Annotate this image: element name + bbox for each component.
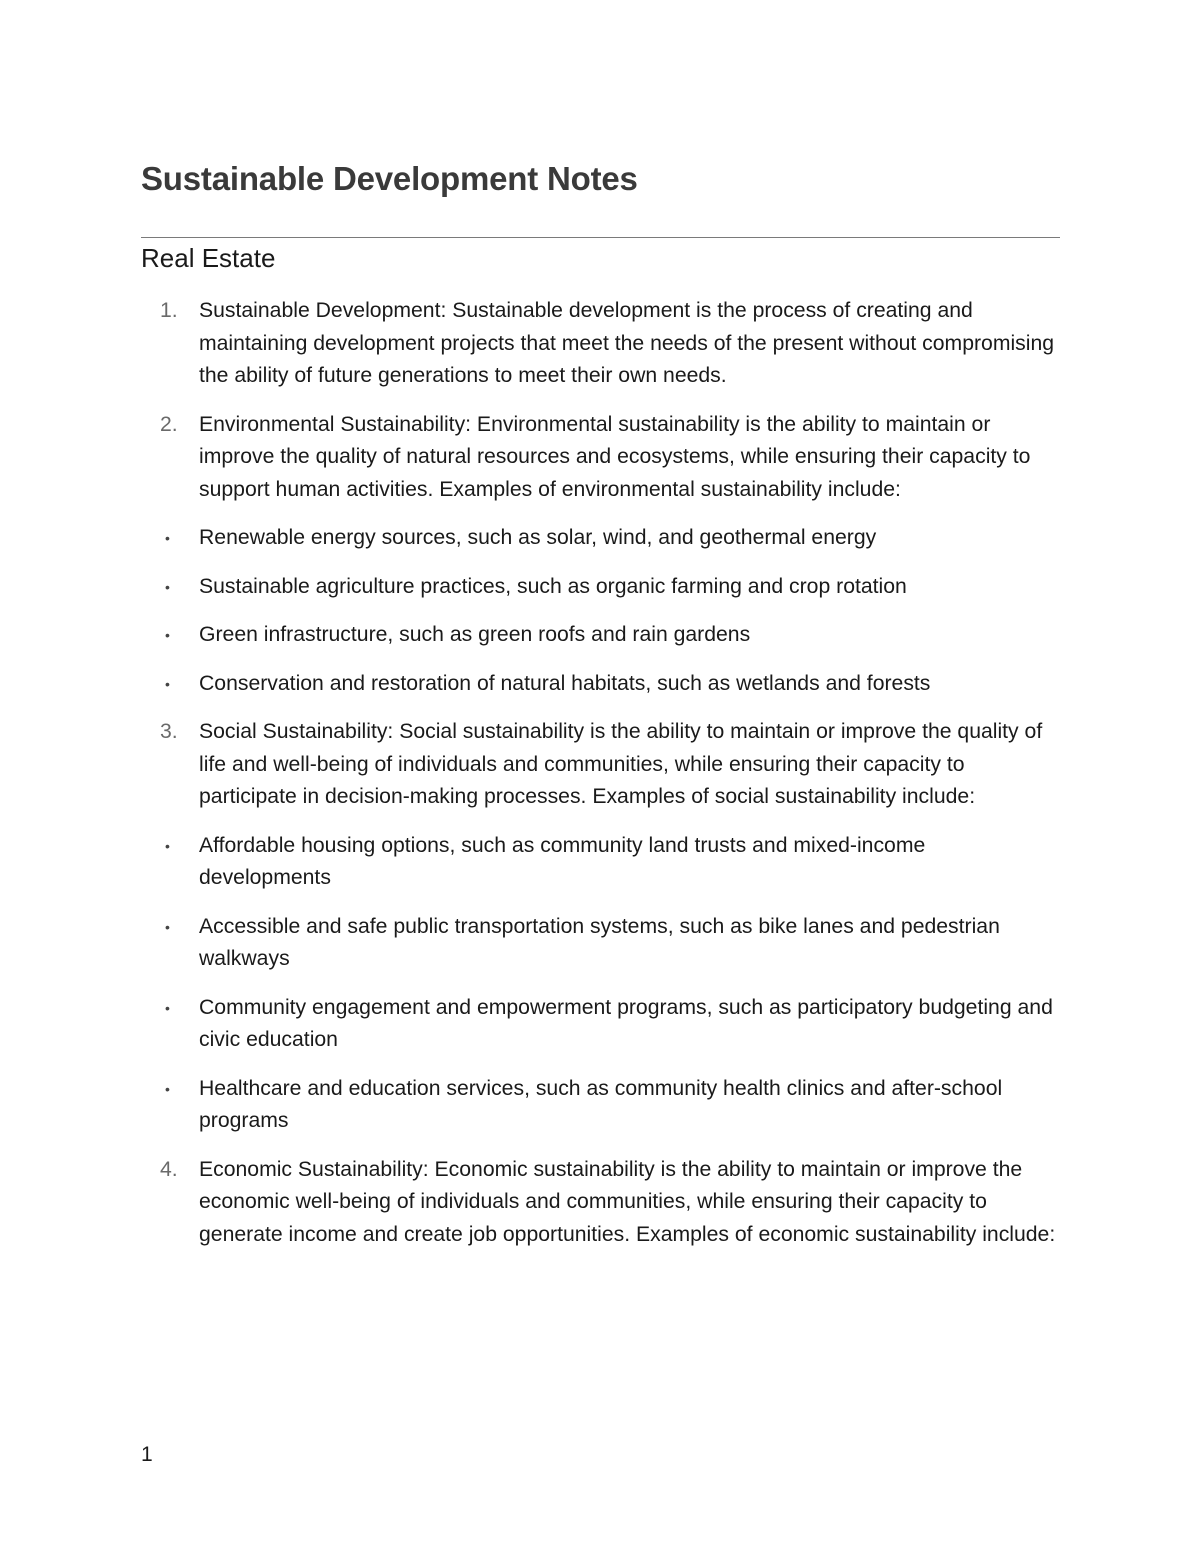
list-number: 1. <box>160 299 178 322</box>
section-heading: Real Estate <box>141 243 276 273</box>
list-item-text: Sustainable agriculture practices, such as organic farming and crop rotation <box>199 574 907 598</box>
list-item-bullet <box>141 619 1061 652</box>
list-item-bullet <box>141 830 1061 895</box>
list-item-bullet <box>141 1073 1061 1138</box>
list-item-bullet <box>141 522 1061 555</box>
notes-list <box>141 295 1061 1267</box>
bullet-icon: • <box>165 578 170 595</box>
list-number: 2. <box>160 412 178 436</box>
list-item-text: Green infrastructure, such as green roofs and rain gardens <box>199 623 751 646</box>
list-item-numbered <box>141 409 1061 507</box>
bullet-icon: • <box>165 918 170 935</box>
list-item-bullet <box>141 668 1061 701</box>
list-item-text: Environmental Sustainability: Environmental sustainability is the ability to maintain or improve the quality of natural resources and ecosystems, while ensuring their capacity to support human activities. Examples of environmental sustainability include: <box>199 412 1031 501</box>
bullet-icon: • <box>165 1080 170 1097</box>
page-number: 1 <box>141 1443 153 1466</box>
list-number: 3. <box>160 720 178 743</box>
bullet-icon: • <box>165 675 170 692</box>
bullet-icon: • <box>165 627 170 643</box>
list-item-text: Social Sustainability: Social sustainability is the ability to maintain or improve the quality of life and well-being of individuals and communities, while ensuring their capacity to participate in decision-making processes. Examples of social sustainability include: <box>199 720 1043 808</box>
list-item-text: Affordable housing options, such as community land trusts and mixed-income developments <box>199 833 926 889</box>
list-item-bullet <box>141 911 1061 976</box>
title-divider <box>141 237 1060 238</box>
list-item-text: Renewable energy sources, such as solar, wind, and geothermal energy <box>199 526 877 549</box>
bullet-icon: • <box>165 530 170 546</box>
list-number: 4. <box>160 1157 178 1181</box>
list-item-numbered <box>141 716 1061 814</box>
list-item-text: Accessible and safe public transportation systems, such as bike lanes and pedestrian walkways <box>199 914 1000 970</box>
document-title: Sustainable Development Notes <box>141 160 638 197</box>
bullet-icon: • <box>165 999 170 1016</box>
list-item-numbered <box>141 295 1061 393</box>
list-item-bullet <box>141 992 1061 1057</box>
list-item-text: Economic Sustainability: Economic sustainability is the ability to maintain or improve the economic well-being of individuals and communities, while ensuring their capacity to generate income and create job opportunities. Examples of economic sustainability include: <box>199 1157 1056 1246</box>
list-item-bullet <box>141 571 1061 604</box>
list-item-text: Conservation and restoration of natural habitats, such as wetlands and forests <box>199 671 931 695</box>
list-item-numbered <box>141 1154 1061 1252</box>
list-item-text: Sustainable Development: Sustainable development is the process of creating and maintaining development projects that meet the needs of the present without compromising the ability of future generations to meet their own needs. <box>199 299 1055 387</box>
bullet-icon: • <box>165 837 170 854</box>
list-item-text: Community engagement and empowerment programs, such as participatory budgeting and civic education <box>199 995 1053 1051</box>
list-item-text: Healthcare and education services, such as community health clinics and after-school programs <box>199 1076 1003 1132</box>
